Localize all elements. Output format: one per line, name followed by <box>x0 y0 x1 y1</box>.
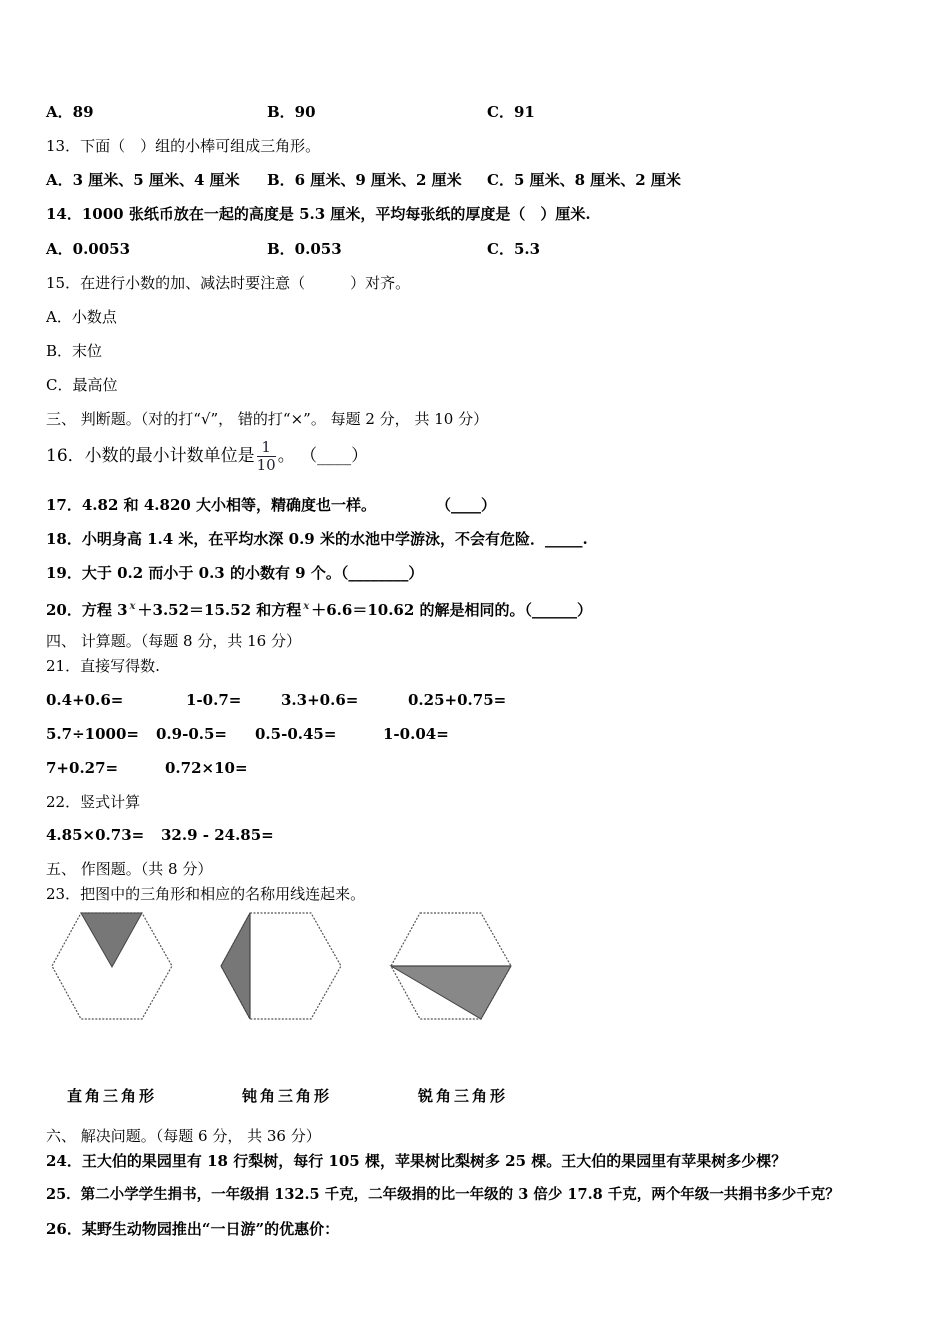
section-6-heading: 六、 解决问题。（每题 6 分， 共 36 分） <box>46 1127 321 1145</box>
q13-stem: 13．下面（ ）组的小棒可组成三角形。 <box>46 137 321 155</box>
q14-option-b: B．0.053 <box>267 240 342 258</box>
q15-option-b: B．末位 <box>46 342 103 360</box>
q25: 25．第二小学学生捐书，一年级捐 132.5 千克，二年级捐的比一年级的 3 倍少 17.8 千克，两个年级一共捐书多少千克？ <box>46 1186 840 1203</box>
q14-stem: 14．1000 张纸币放在一起的高度是 5.3 厘米，平均每张纸的厚度是（ ）厘米. <box>46 205 591 223</box>
q19: 19．大于 0.2 而小于 0.3 的小数有 9 个。（________） <box>46 564 424 582</box>
q15-stem: 15．在进行小数的加、减法时要注意（ ）对齐。 <box>46 274 411 292</box>
q16-text: 16．小数的最小计数单位是 <box>46 446 255 466</box>
hexagon-figure-1 <box>50 910 175 1024</box>
shaded-triangle <box>391 966 511 1019</box>
q21-r1-4: 0.25+0.75= <box>408 691 507 709</box>
section-4-heading: 四、 计算题。（每题 8 分，共 16 分） <box>46 632 301 650</box>
q21-r1-2: 1-0.7= <box>186 691 242 709</box>
label-acute-triangle: 锐角三角形 <box>418 1087 509 1105</box>
q13-option-b: B．6 厘米、9 厘米、2 厘米 <box>267 171 462 189</box>
q15-option-a: A．小数点 <box>46 308 117 326</box>
q13-option-c: C．5 厘米、8 厘米、2 厘米 <box>487 171 681 189</box>
q26: 26．某野生动物园推出“一日游”的优惠价： <box>46 1220 340 1238</box>
q21-r3-2: 0.72×10= <box>165 759 248 777</box>
hexagon-figure-2 <box>219 910 344 1024</box>
q14-option-c: C．5.3 <box>487 240 541 258</box>
q14-option-a: A．0.0053 <box>46 240 131 258</box>
q16 <box>46 436 368 476</box>
q12-option-b: B．90 <box>267 103 316 121</box>
section-3-heading: 三、 判断题。（对的打“√”， 错的打“×”。 每题 2 分， 共 10 分） <box>46 410 489 428</box>
shaded-triangle <box>81 913 142 967</box>
q17: 17．4.82 和 4.820 大小相等，精确度也一样。 （____） <box>46 496 497 514</box>
shaded-triangle <box>221 913 250 1019</box>
q20-variable-x: x <box>129 601 136 612</box>
label-obtuse-triangle: 钝角三角形 <box>242 1087 333 1105</box>
q12-option-a: A．89 <box>46 103 94 121</box>
q20-part2: ＋3.52＝15.52 和方程 <box>137 601 302 619</box>
q22-item-1: 4.85×0.73= <box>46 826 145 844</box>
label-right-triangle: 直角三角形 <box>67 1087 158 1105</box>
q21-r3-1: 7+0.27= <box>46 759 119 777</box>
q20 <box>46 597 592 620</box>
q20-part1: 20．方程 3 <box>46 601 128 619</box>
q16-fraction <box>257 439 276 474</box>
section-5-heading: 五、 作图题。（共 8 分） <box>46 860 213 878</box>
q22-stem: 22．竖式计算 <box>46 793 141 811</box>
q16-fraction-denominator: 10 <box>256 456 276 474</box>
q21-r2-2: 0.9-0.5= <box>156 725 227 743</box>
q21-r1-1: 0.4+0.6= <box>46 691 124 709</box>
q16-fraction-numerator: 1 <box>257 439 276 457</box>
q16-tail: 。 （____） <box>277 446 369 466</box>
q21-r2-4: 1-0.04= <box>383 725 449 743</box>
q21-r2-1: 5.7÷1000= <box>46 725 139 743</box>
q20-variable-x-2: x <box>303 601 310 612</box>
q21-r2-3: 0.5-0.45= <box>255 725 337 743</box>
q24: 24．王大伯的果园里有 18 行梨树，每行 105 棵，苹果树比梨树多 25 棵。王大伯的果园里有苹果树多少棵？ <box>46 1152 787 1170</box>
q21-r1-3: 3.3+0.6= <box>281 691 359 709</box>
q15-option-c: C．最高位 <box>46 376 118 394</box>
q23-stem: 23．把图中的三角形和相应的名称用线连起来。 <box>46 885 366 903</box>
q21-stem: 21．直接写得数. <box>46 657 160 675</box>
q22-item-2: 32.9 - 24.85= <box>161 826 274 844</box>
q12-option-c: C．91 <box>487 103 535 121</box>
hexagon-figure-3 <box>389 910 514 1024</box>
q13-option-a: A．3 厘米、5 厘米、4 厘米 <box>46 171 240 189</box>
q18: 18．小明身高 1.4 米，在平均水深 0.9 米的水池中学游泳，不会有危险．_____. <box>46 530 588 548</box>
q20-part3: ＋6.6＝10.62 的解是相同的。（______） <box>311 601 593 619</box>
